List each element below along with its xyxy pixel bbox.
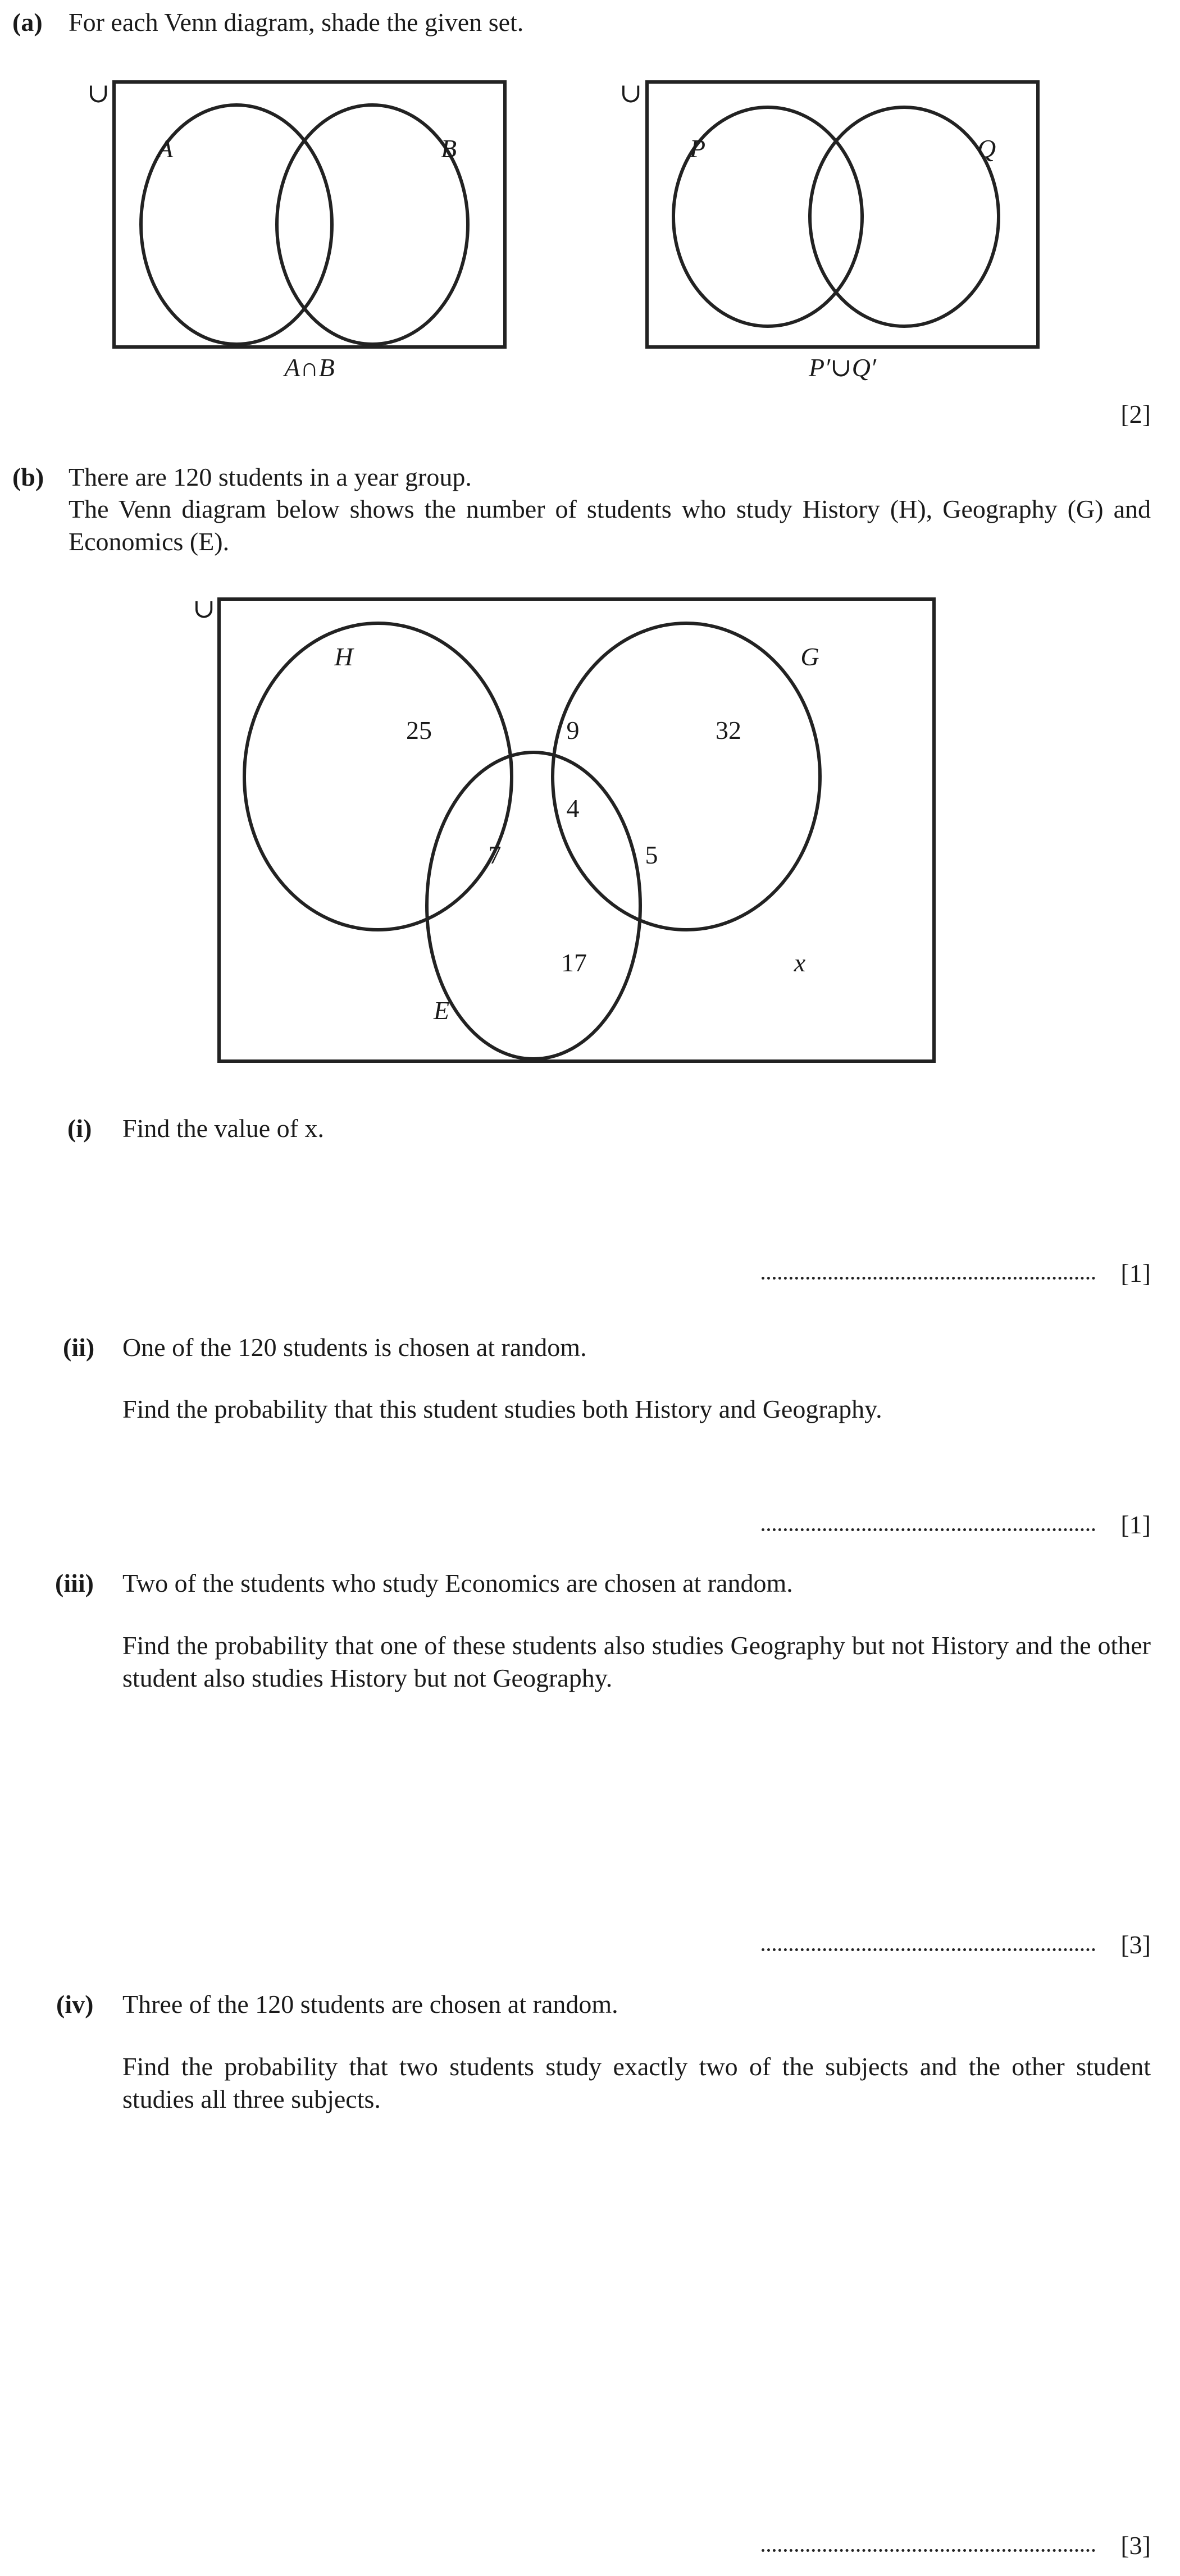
- question-ii-label: (ii): [63, 1333, 95, 1362]
- question-iii-line2: Find the probability that one of these students also studies Geography but not History and the other student also studies History but not Geography.: [122, 1631, 1151, 1692]
- universal-set-symbol: ∪: [87, 79, 110, 108]
- question-i-label: (i): [67, 1114, 92, 1143]
- question-i-marks: [1]: [1120, 1259, 1151, 1287]
- set-e-label: E: [433, 996, 450, 1025]
- region-h-and-e-only: 7: [488, 841, 502, 869]
- question-i-text: Find the value of x.: [122, 1114, 324, 1143]
- set-h-circle: [244, 623, 512, 930]
- set-q-label: Q: [977, 134, 996, 163]
- universal-set-box: [219, 599, 934, 1061]
- region-outside: x: [794, 948, 806, 977]
- diagram2-caption: P′∪Q′: [809, 353, 876, 382]
- question-iv-label: (iv): [56, 1990, 94, 2018]
- set-b-circle[interactable]: [277, 105, 468, 344]
- set-g-label: G: [800, 642, 819, 671]
- region-h-only: 25: [406, 716, 432, 745]
- region-all-three: 4: [566, 794, 580, 823]
- region-g-only: 32: [716, 716, 741, 745]
- part-b-intro-line2: The Venn diagram below shows the number of students who study History (H), Geography (G) and Economics (E).: [69, 495, 1151, 556]
- diagram1-caption: A∩B: [284, 353, 335, 382]
- venn-diagram-history-geography-economics: [193, 594, 934, 1061]
- universal-set-symbol: ∪: [193, 594, 216, 624]
- answer-line-i[interactable]: [762, 1271, 1095, 1280]
- universal-set-symbol: ∪: [619, 79, 643, 108]
- set-p-label: P: [690, 134, 706, 163]
- part-b-label: (b): [12, 463, 44, 491]
- question-ii-line1: One of the 120 students is chosen at random.: [122, 1333, 587, 1362]
- question-iii-marks: [3]: [1120, 1930, 1151, 1959]
- set-q-circle[interactable]: [810, 107, 999, 326]
- question-iv-line2: Find the probability that two students study exactly two of the subjects and the other student studies all three subjects.: [122, 2052, 1151, 2113]
- answer-line-iii[interactable]: [762, 1943, 1095, 1951]
- part-a-marks: [2]: [1120, 400, 1151, 428]
- question-iv-line1: Three of the 120 students are chosen at random.: [122, 1990, 618, 2018]
- venn-diagram-p-complement-union-q-complement[interactable]: [619, 79, 1038, 382]
- universal-set-box: [114, 82, 505, 347]
- venn-diagram-a-intersection-b[interactable]: [87, 79, 505, 382]
- part-a-label: (a): [12, 8, 43, 36]
- question-ii-marks: [1]: [1120, 1510, 1151, 1539]
- set-e-circle: [427, 752, 640, 1059]
- question-iii-label: (iii): [55, 1569, 94, 1597]
- set-b-label: B: [441, 134, 457, 163]
- region-h-and-g-only: 9: [566, 716, 580, 745]
- region-g-and-e-only: 5: [645, 841, 658, 869]
- set-a-label: A: [157, 134, 174, 163]
- region-e-only: 17: [561, 948, 587, 977]
- question-iii-line1: Two of the students who study Economics are chosen at random.: [122, 1569, 793, 1597]
- part-b-intro-line1: There are 120 students in a year group.: [69, 463, 472, 491]
- answer-line-iv[interactable]: [762, 2543, 1095, 2552]
- answer-line-ii[interactable]: [762, 1523, 1095, 1531]
- set-h-label: H: [334, 642, 353, 671]
- question-iv-marks: [3]: [1120, 2531, 1151, 2560]
- question-ii-line2: Find the probability that this student studies both History and Geography.: [122, 1395, 882, 1423]
- universal-set-box: [647, 82, 1038, 347]
- part-a-prompt: For each Venn diagram, shade the given set.: [69, 8, 524, 36]
